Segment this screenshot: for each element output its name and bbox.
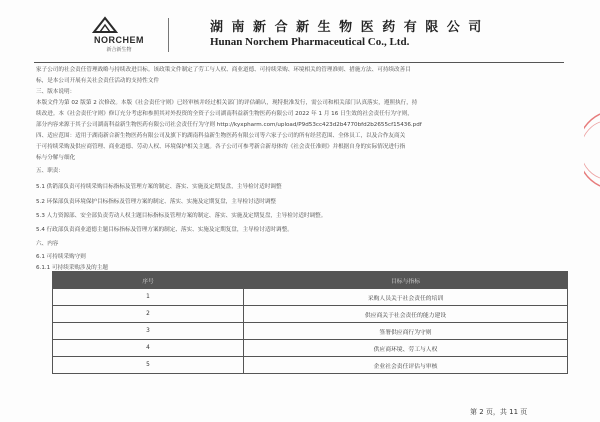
header-cell-topic: 目标与指标 bbox=[244, 272, 568, 289]
logo-text-en: NORCHEM bbox=[94, 35, 144, 45]
text-line: 续改进。本《社会责任守则》修订充分考虑和参照其对外投资的全资子公司湖南科益新生物医药有限公司 2022 年 1 月 16 日生效的社会责任行为守则， bbox=[36, 111, 413, 117]
logo-text-cn: 新合新生物 bbox=[106, 47, 132, 53]
table-row bbox=[53, 323, 568, 340]
norchem-logo-icon bbox=[92, 16, 118, 34]
cell-topic: 供应商环境、劳工与人权 bbox=[244, 340, 568, 357]
cell-topic: 供应商关于社会责任的能力建设 bbox=[244, 306, 568, 323]
table-row bbox=[53, 306, 568, 323]
header-divider bbox=[168, 18, 169, 52]
section-heading: 三、版本说明： bbox=[36, 89, 76, 95]
cell-no: 3 bbox=[53, 323, 244, 340]
table-row bbox=[53, 289, 568, 306]
cell-no: 5 bbox=[53, 357, 244, 374]
letterhead bbox=[0, 14, 600, 58]
subsection-heading: 6.1.1 可持续采购涉及的主题 bbox=[36, 265, 108, 271]
text-line: 部分内容来源于其子公司湖南科益新生物医药有限公司社会责任行为守则 http://kyxpharm.com/upload/P9d53cc423d2b4770bfd2b2655cf15436.pdf bbox=[36, 122, 422, 128]
header-rule bbox=[34, 62, 564, 63]
text-line: 本版文件为第 02 版第 2 次修改。本版《社会责任守则》已经审核并经过相关部门的评估确认，现特批准发行，需公司和相关部门认真落实，遵照执行，持 bbox=[36, 100, 418, 106]
cell-no: 4 bbox=[53, 340, 244, 357]
text-line: 标与分解与细化 bbox=[36, 155, 76, 161]
table-header-row bbox=[53, 272, 568, 289]
subsection-heading: 6.1 可持续采购守则 bbox=[36, 254, 86, 260]
section-heading: 六、内容 bbox=[36, 241, 59, 247]
cell-no: 2 bbox=[53, 306, 244, 323]
red-seal-stamp bbox=[584, 110, 600, 190]
section-heading: 五、职责： bbox=[36, 168, 64, 174]
text-line: 家子公司的社会责任管理战略与持续改进目标。该政策文件制定了劳工与人权、商业道德、可持续采购、环境相关的管理准则、措施方法、可持续改善目 bbox=[36, 67, 411, 73]
company-name-cn: 湖 南 新 合 新 生 物 医 药 有 限 公 司 bbox=[210, 20, 484, 35]
duty-item: 5.4 行政部负责商业道德主题目标指标及管理方案的制定、落实、实施及定期复盘，主导检讨适时调整。 bbox=[36, 227, 293, 233]
header-cell-no: 序号 bbox=[53, 272, 244, 289]
duty-item: 5.1 供销部负责可持续采购目标指标及管理方案的制定、落实、实施及定期复盘，主导检讨适时调整 bbox=[36, 184, 282, 190]
table-row bbox=[53, 340, 568, 357]
duty-item: 5.3 人力资源部、安全部负责劳动人权主题目标指标及管理方案的制定、落实、实施及定期复盘，主导检讨适时调整。 bbox=[36, 213, 327, 219]
topics-table bbox=[52, 271, 568, 374]
cell-topic: 采购人员关于社会责任的培训 bbox=[244, 289, 568, 306]
cell-topic: 企业社会责任评估与审核 bbox=[244, 357, 568, 374]
text-line: 标，是本公司开展有关社会责任活动的支持性文件 bbox=[36, 78, 160, 84]
company-name-en: Hunan Norchem Pharmaceutical Co., Ltd. bbox=[210, 36, 410, 48]
cell-no: 1 bbox=[53, 289, 244, 306]
table-row bbox=[53, 357, 568, 374]
page-number: 第 2 页，共 11 页 bbox=[470, 408, 528, 416]
company-logo bbox=[82, 16, 156, 56]
text-line: 于可持续采购及供应商管理、商业道德、劳动人权、环境保护相关主题。各子公司可参考新合新母体的《社会责任准则》并根据自身的实际情况进行指 bbox=[36, 144, 406, 150]
text-line: 四、适应范围：适用于湖南新合新生物医药有限公司及旗下的湖南科益新生物医药有限公司等六家子公司的所有经营范围、全体员工，以及合作友商关 bbox=[36, 133, 406, 139]
cell-topic: 签署供应商行为守则 bbox=[244, 323, 568, 340]
duty-item: 5.2 环保部负责环境保护目标指标及管理方案的制定、落实、实施及定期复盘，主导检讨适时调整 bbox=[36, 199, 277, 205]
